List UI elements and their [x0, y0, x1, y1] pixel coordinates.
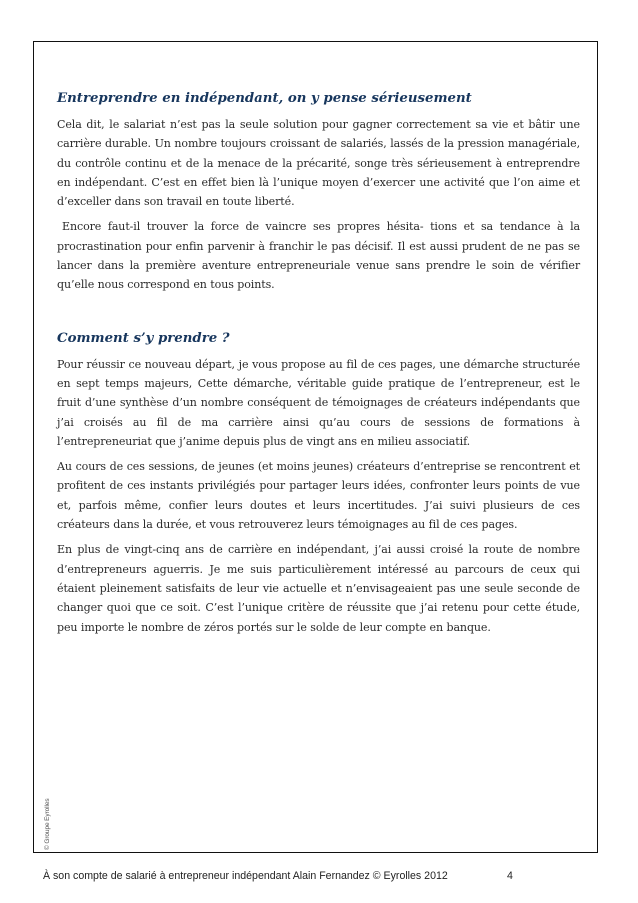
section-entreprendre: [57, 90, 580, 295]
footer-text: À son compte de salarié à entrepreneur indépendant Alain Fernandez © Eyrolles 2012: [43, 870, 448, 882]
paragraph: Encore faut-il trouver la force de vaincre ses propres hésita- tions et sa tendance à la procrastination pour enfin parvenir à franchir le pas décisif. Il est aussi prudent de ne pas se lancer dans la première aventure entrepreneuriale venue sans prendre le soin de vérifier qu’elle nous correspond en tous points.: [57, 220, 580, 292]
page-content: [57, 90, 580, 643]
paragraph: Pour réussir ce nouveau départ, je vous propose au fil de ces pages, une démarche structurée en sept temps majeurs, Cette démarche, véritable guide pratique de l’entrepreneur, est le fruit d’une synthèse d’un nombre conséquent de témoignages de créateurs indépendants que j’ai croisés au fil de ma carrière ainsi qu’au cours de sessions de formations à l’entrepreneuriat que j’anime depuis plus de vingt ans en milieu associatif.: [57, 357, 580, 448]
section-title: Entreprendre en indépendant, on y pense sérieusement: [57, 91, 472, 106]
page-footer: [43, 870, 603, 882]
page-number: 4: [507, 870, 513, 882]
copyright-watermark: © Groupe Eyrolles: [44, 798, 51, 850]
section-comment-sy-prendre: [57, 330, 580, 637]
paragraph: Cela dit, le salariat n’est pas la seule solution pour gagner correctement sa vie et bâtir une carrière durable. Un nombre toujours croissant de salariés, lassés de la pression managériale, du contrôle continu et de la menace de la précarité, songe très sérieusement à entreprendre en indépendant. C’est en effet bien là l’unique moyen d’exercer une activité que l’on aime et d’exceller dans son travail en toute liberté.: [57, 118, 580, 209]
section-title: Comment s’y prendre ?: [57, 330, 230, 346]
paragraph: En plus de vingt-cinq ans de carrière en indépendant, j’ai aussi croisé la route de nombre d’entrepreneurs aguerris. Je me suis particulièrement intéressé au parcours de ceux qui étaient pleinement satisfaits de leur vie actuelle et n’envisageaient pas une seule seconde de changer quoi que ce soit. C’est l’unique critère de réussite que j’ai retenu pour cette étude, peu importe le nombre de zéros portés sur le solde de leur compte en banque.: [57, 543, 580, 634]
paragraph: Au cours de ces sessions, de jeunes (et moins jeunes) créateurs d’entreprise se rencontrent et profitent de ces instants privilégiés pour partager leurs idées, confronter leurs points de vue et, parfois même, confier leurs doutes et leurs incertitudes. J’ai suivi plusieurs de ces créateurs dans la durée, et vous retrouverez leurs témoignages au fil de ces pages.: [57, 460, 580, 532]
